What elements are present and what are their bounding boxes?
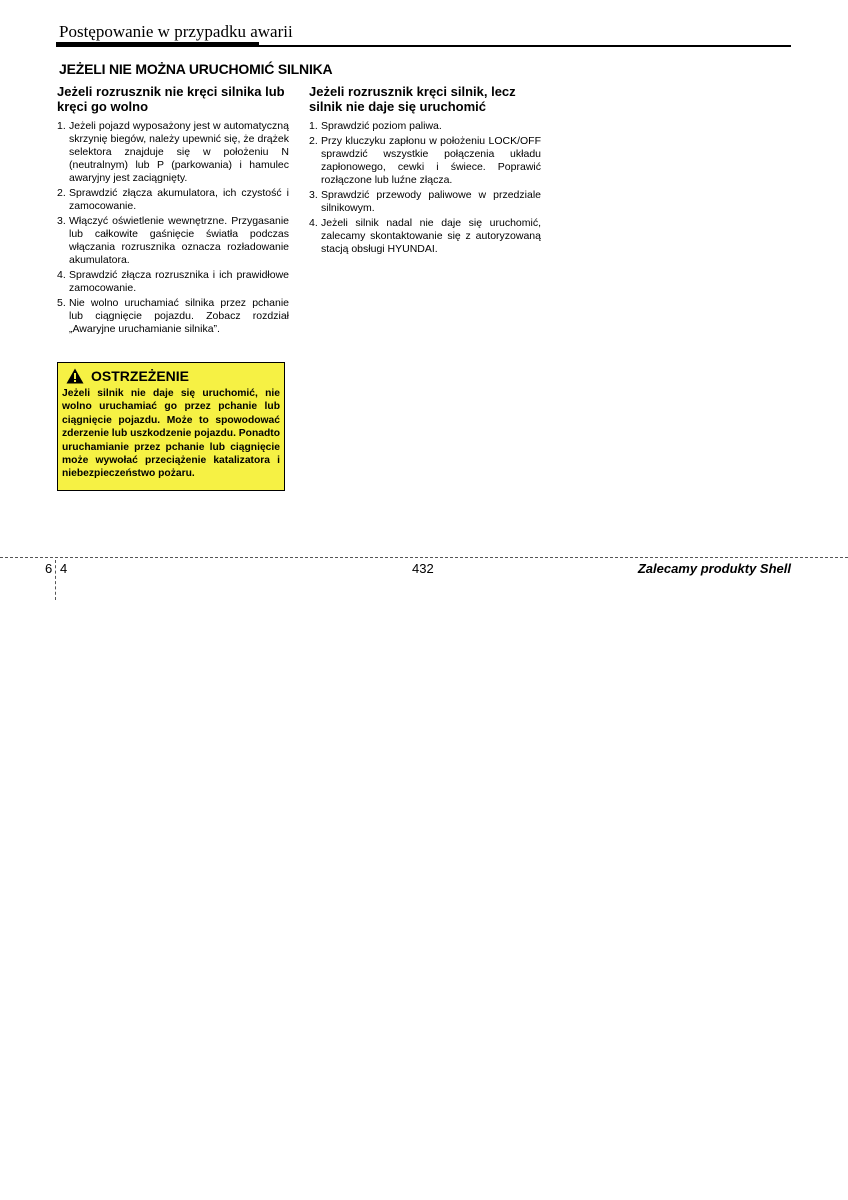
list-item bbox=[57, 215, 289, 267]
warning-box bbox=[57, 362, 285, 491]
footer-chapter-number: 6 bbox=[45, 561, 53, 576]
warning-body: Jeżeli silnik nie daje się uruchomić, nie wolno uruchamiać go przez pchanie lub ciągnięcie pojazdu. Może to spowodować zderzenie lub uszkodzenie pojazdu. Ponadto uruchamianie przez pchanie lub ciągnięcie może wywołać przeciążenie katalizatora i niebezpieczeństwo pożaru. bbox=[62, 388, 280, 480]
list-item-text: Jeżeli silnik nadal nie daje się uruchomić, zalecamy skontaktowanie się z autoryzowaną stacją obsługi HYUNDAI. bbox=[321, 217, 541, 255]
list-item bbox=[57, 187, 289, 213]
list-item bbox=[57, 120, 289, 185]
list-item-text: Sprawdzić przewody paliwowe w przedziale silnikowym. bbox=[321, 189, 541, 214]
list-item-number: 1. bbox=[57, 120, 66, 132]
list-item bbox=[57, 297, 289, 336]
left-column bbox=[57, 84, 289, 338]
list-item bbox=[57, 269, 289, 295]
warning-triangle-icon bbox=[66, 368, 84, 384]
footer-dashed-divider bbox=[55, 560, 56, 600]
list-item-number: 2. bbox=[57, 187, 66, 199]
footer-dashed-rule bbox=[0, 557, 848, 558]
section-title: JEŻELI NIE MOŻNA URUCHOMIĆ SILNIKA bbox=[59, 61, 333, 77]
list-item-text: Włączyć oświetlenie wewnętrzne. Przygasanie lub całkowite gaśnięcie światła podczas włączania rozrusznika oznacza rozładowanie akumulatora. bbox=[69, 215, 289, 266]
list-item-number: 5. bbox=[57, 297, 66, 309]
list-item-text: Przy kluczyku zapłonu w położeniu LOCK/OFF sprawdzić wszystkie połączenia układu zapłonowego, cewki i świece. Poprawić rozłączone lub luźne złącza. bbox=[321, 135, 541, 186]
list-item-text: Jeżeli pojazd wyposażony jest w automatyczną skrzynię biegów, należy upewnić się, że drążek selektora znajduje się w położeniu N (neutralnym) lub P (parkowania) i hamulec awaryjny jest zaciągnięty. bbox=[69, 120, 289, 184]
list-item bbox=[309, 135, 541, 187]
list-item-text: Sprawdzić poziom paliwa. bbox=[321, 120, 442, 132]
list-item-text: Sprawdzić złącza rozrusznika i ich prawidłowe zamocowanie. bbox=[69, 269, 289, 294]
header-rule-accent bbox=[56, 42, 259, 47]
right-subheading: Jeżeli rozrusznik kręci silnik, lecz silnik nie daje się uruchomić bbox=[309, 84, 516, 114]
list-item-text: Sprawdzić złącza akumulatora, ich czystość i zamocowanie. bbox=[69, 187, 289, 212]
left-steps-list bbox=[57, 120, 289, 336]
list-item bbox=[309, 189, 541, 215]
warning-title-row bbox=[66, 368, 282, 384]
list-item-number: 3. bbox=[309, 189, 318, 201]
footer-page-number: 432 bbox=[412, 561, 434, 576]
right-column bbox=[309, 84, 541, 258]
list-item bbox=[309, 120, 541, 133]
right-steps-list bbox=[309, 120, 541, 256]
left-subheading: Jeżeli rozrusznik nie kręci silnika lub kręci go wolno bbox=[57, 84, 285, 114]
list-item-number: 2. bbox=[309, 135, 318, 147]
list-item-number: 4. bbox=[57, 269, 66, 281]
list-item-number: 4. bbox=[309, 217, 318, 229]
list-item bbox=[309, 217, 541, 256]
page-header-title: Postępowanie w przypadku awarii bbox=[59, 22, 293, 41]
warning-title: OSTRZEŻENIE bbox=[91, 368, 190, 384]
footer-note: Zalecamy produkty Shell bbox=[637, 561, 791, 576]
list-item-number: 3. bbox=[57, 215, 66, 227]
list-item-number: 1. bbox=[309, 120, 318, 132]
footer-page-in-chapter: 4 bbox=[60, 561, 68, 576]
list-item-text: Nie wolno uruchamiać silnika przez pchanie lub ciągnięcie pojazdu. Zobacz rozdział „Awaryjne uruchamianie silnika”. bbox=[69, 297, 289, 335]
